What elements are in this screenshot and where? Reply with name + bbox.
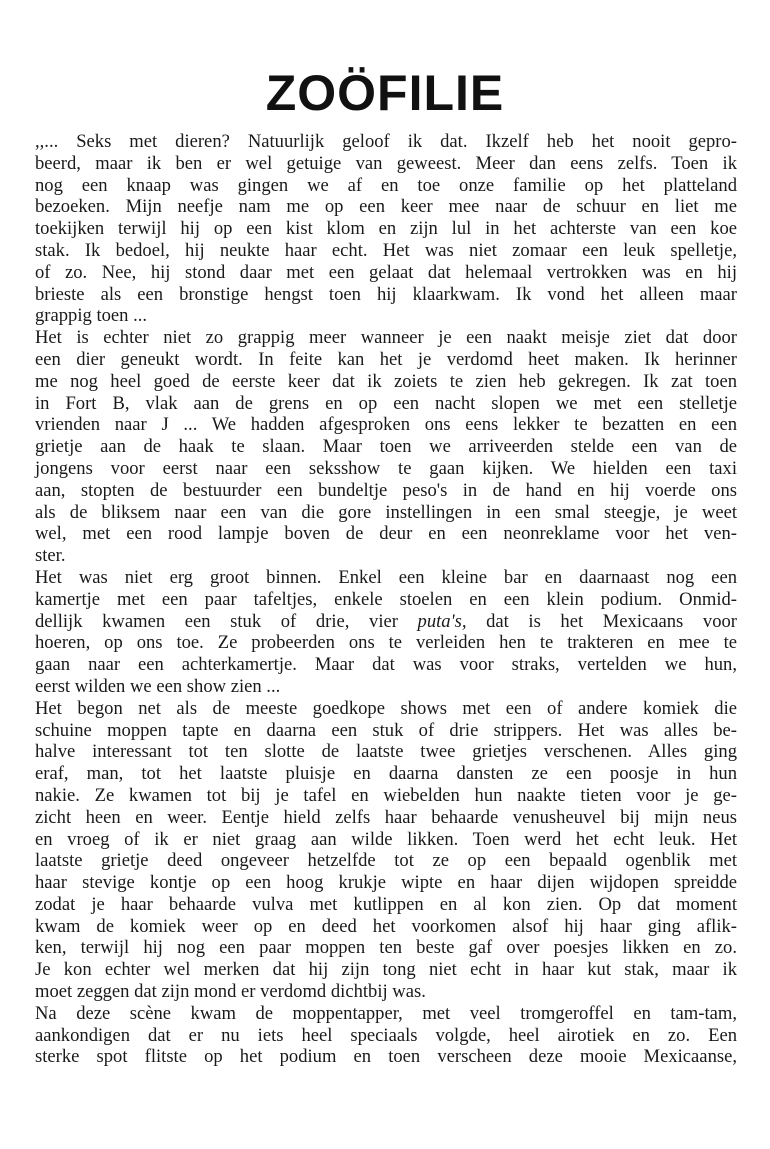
text-line: me nog heel goed de eerste keer dat ik zoiets te zien heb gekregen. Ik zat toen bbox=[35, 370, 737, 392]
text-line: zodat je haar behaarde vulva met kutlippen en al kon zien. Op dat moment bbox=[35, 893, 737, 915]
text-line: brieste als een bronstige hengst toen hij klaarkwam. Ik vond het alleen maar bbox=[35, 283, 737, 305]
text-line: ,,... Seks met dieren? Natuurlijk geloof ik dat. Ikzelf heb het nooit gepro- bbox=[35, 131, 737, 152]
text-line: zicht heen en weer. Eentje hield zelfs haar behaarde venusheuvel bij mijn neus bbox=[35, 806, 737, 828]
text-line: grietje aan de haak te slaan. Maar toen we arriveerden stelde een van de bbox=[35, 436, 737, 458]
text-line: in Fort B, vlak aan de grens en op een nacht slopen we met een stelletje bbox=[35, 392, 737, 414]
text-line: nog een knaap was gingen we af en toe onze familie op het platteland bbox=[35, 174, 737, 196]
text-line: een dier geneukt wordt. In feite kan het je verdomd heet maken. Ik herinner bbox=[35, 348, 737, 370]
text-line: aan, stopten de bestuurder een bundeltje peso's in de hand en hij voerde ons bbox=[35, 479, 737, 501]
paragraph bbox=[35, 1003, 737, 1068]
text-line: schuine moppen tapte en daarna een stuk of drie strippers. Het was alles be- bbox=[35, 719, 737, 741]
body-text bbox=[35, 131, 737, 1068]
text-line: halve interessant tot ten slotte de laatste twee grietjes verschenen. Alles ging bbox=[35, 741, 737, 763]
text-span: dat is het Mexicaans voor bbox=[466, 610, 737, 632]
text-line: Het is echter niet zo grappig meer wanneer je een naakt meisje ziet dat door bbox=[35, 327, 737, 349]
text-span: dellijk kwamen een stuk of drie, vier bbox=[35, 610, 418, 632]
paragraph bbox=[35, 698, 737, 1003]
text-line: of zo. Nee, hij stond daar met een gelaat dat helemaal vertrokken was en hij bbox=[35, 261, 737, 283]
text-line: aankondigen dat er nu iets heel speciaals volgde, heel airotiek en zo. Een bbox=[35, 1024, 737, 1046]
text-line: kwam de komiek weer op en deed het voorkomen alsof hij haar ging aflik- bbox=[35, 915, 737, 937]
paragraph bbox=[35, 567, 737, 698]
text-line: ster. bbox=[35, 545, 66, 567]
text-line: beerd, maar ik ben er wel getuige van geweest. Meer dan eens zelfs. Toen ik bbox=[35, 152, 737, 174]
paragraph bbox=[35, 327, 737, 567]
text-line: wel, met een rood lampje boven de deur en een neonreklame voor het ven- bbox=[35, 523, 737, 545]
text-line: toekijken terwijl hij op een kist klom en zijn lul in het achterste van een koe bbox=[35, 218, 737, 240]
text-line: stak. Ik bedoel, hij neukte haar echt. Het was niet zomaar een leuk spelletje, bbox=[35, 239, 737, 261]
text-line: en vroeg of ik er niet graag aan wilde likken. Toen werd het echt leuk. Het bbox=[35, 828, 737, 850]
italic-word: puta's, bbox=[417, 610, 467, 632]
page-title: ZOÖFILIE bbox=[265, 64, 505, 121]
text-line: kamertje met een paar tafeltjes, enkele stoelen en een klein podium. Onmid- bbox=[35, 588, 737, 610]
text-line: jongens voor eerst naar een seksshow te gaan kijken. We hielden een taxi bbox=[35, 457, 737, 479]
text-line: eerst wilden we een show zien ... bbox=[35, 675, 281, 697]
text-line: sterke spot flitste op het podium en toen verscheen deze mooie Mexicaanse, bbox=[35, 1046, 737, 1068]
text-line: Het was niet erg groot binnen. Enkel een kleine bar en daarnaast nog een bbox=[35, 566, 737, 588]
text-line: laatste grietje deed ongeveer hetzelfde tot ze op een bepaald ogenblik met bbox=[35, 850, 737, 872]
text-line: vrienden naar J ... We hadden afgesproken ons eens lekker te bezatten en een bbox=[35, 414, 737, 436]
text-line: hoeren, op ons toe. Ze probeerden ons te verleiden hen te trakteren en mee te bbox=[35, 632, 737, 654]
text-line: eraf, man, tot het laatste pluisje en daarna dansten ze een poosje in hun bbox=[35, 763, 737, 785]
paragraph bbox=[35, 131, 737, 327]
text-line bbox=[35, 611, 737, 633]
text-line: Je kon echter wel merken dat hij zijn tong niet echt in haar kut stak, maar ik bbox=[35, 959, 737, 981]
text-line: ken, terwijl hij nog een paar moppen ten beste gaf over poesjes likken en zo. bbox=[35, 937, 737, 959]
text-line: haar stevige kontje op een hoog krukje wipte en haar dijen wijdopen spreidde bbox=[35, 872, 737, 894]
text-line: moet zeggen dat zijn mond er verdomd dichtbij was. bbox=[35, 981, 426, 1003]
text-line: als de bliksem naar een van die gore instellingen in een smal steegje, je weet bbox=[35, 501, 737, 523]
text-line: grappig toen ... bbox=[35, 305, 148, 327]
text-line: Het begon net als de meeste goedkope shows met een of andere komiek die bbox=[35, 697, 737, 719]
text-line: gaan naar een achterkamertje. Maar dat was voor straks, vertelden we hun, bbox=[35, 654, 737, 676]
text-line: nakie. Ze kwamen tot bij je tafel en wiebelden hun naakte tieten voor je ge- bbox=[35, 784, 737, 806]
text-line: bezoeken. Mijn neefje nam me op een keer mee naar de schuur en liet me bbox=[35, 196, 737, 218]
text-line: Na deze scène kwam de moppentapper, met veel tromgeroffel en tam-tam, bbox=[35, 1002, 737, 1024]
